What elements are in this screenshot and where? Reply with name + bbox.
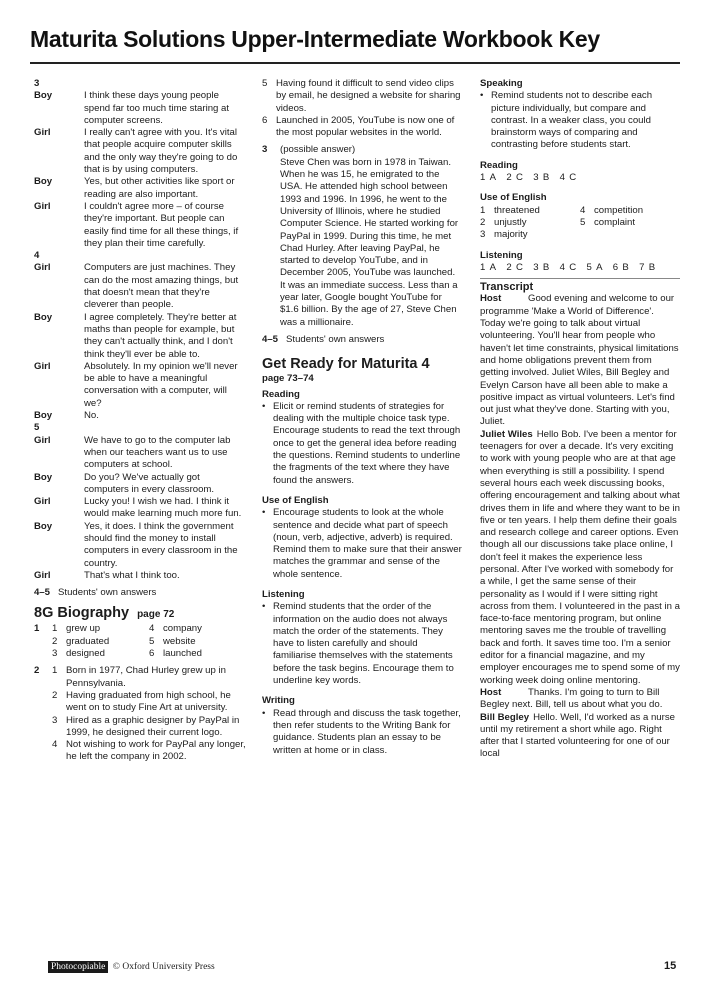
column-3: Speaking • Remind students not to describe each picture individually, but compare and contrast. In a weaker class, you could brainstorm ways of comparing and contrasting before students start. Reading 1 A 2 C 3 B 4 C Use of English 1 threatened 4 competition 2 unjustly 5 complaint 3 majority Listening 1 A 2 C 3 B 4 C 5 A 6 B 7 B Transcript Host Good evening and welcome to our programme 'Make a World of Difference'. Today we're going to talk about virtual volunteering. You'll hear from people who haven't let time constraints, physical limitations and home obligations prevent them from getting involved. Juliet Wiles, Bill Begley and Evelyn Carson have all been able to make a positive impact as virtual volunteers. Let's find out just what they've done. Starting with you, Juliet. Juliet Wiles Hello Bob. I've been a mentor for teenagers for over a decade. It's very exciting to work with young people who are at that age when everything is still a possibility. I spend several hours each week discussing books, offering encouragement and talking about what drives them in life and where they want to be in five or ten years. I help them define their goals and research college and career options. Even though all our discussions take place online, I don't feel it makes the experience less personal. After I've worked with somebody for a while, I get the same sense of their personality as I would if I were sitting right across from them. I volunteered in the past in a face-to-face mentoring program, but online mentoring saves me the trouble of travelling back and forth. It saves time too. I'm a senior editor for a financial magazine, and my employer encourages me to spend some of my working week doing online mentoring. Host Thanks. I'm going to turn to Bill Begley next. Bill, tell us about what you do. Bill Begley Hello. Well, I'd worked as a nurse until my retirement a short while ago. Right after that I started volunteering for one of our local [480,78,680,760]
answer-text [594,229,680,241]
item-number: 4 [149,623,155,635]
numbered-item [52,739,246,764]
answer-letter: A [596,261,603,273]
page-title: Maturita Solutions Upper-Intermediate Workbook Key [30,26,600,52]
dialogue-text: I think these days young people spend far too much time staring at computer screens. [84,90,230,126]
transcript [480,293,680,760]
answer-letter: C [515,261,524,273]
answer-text: unjustly [494,216,527,228]
speaker-label: Boy [34,471,53,483]
use-of-english-note: Encourage students to look at the whole sentence and decide what part of speech (noun, verb, adjective, adverb) is required. Remind them to make sure that their answer matches the grammar and sense of the whole sentence. [273,507,462,580]
item-number: 7 [639,261,645,273]
answer-text: majority [494,229,528,241]
item-number: 1 [480,172,486,184]
subheading-reading: Reading [262,388,300,400]
item-number: 2 [506,172,512,184]
item-number: 2 [506,261,512,273]
reading-answers [480,172,680,184]
exercise-1: 1 1 grew up 4 company 2 graduated 5 website 3 designed 6 launched [34,623,246,660]
item-number: 2 [52,689,58,701]
speaker-label: Girl [34,127,51,139]
item-number: 6 [149,648,155,660]
subheading-use-of-english: Use of English [480,192,547,204]
item-number: 2 [480,216,486,228]
speaker-label: Girl [34,262,51,274]
dialogue-4 [34,262,246,422]
answer-row [480,205,680,217]
speaker-label: Bill Begley [480,711,530,723]
dialogue-text: Computers are just machines. They can do the most amazing things, but that doesn't mean that they're cleverer than people. [84,262,239,311]
answer-letter: C [569,261,577,273]
dialogue-5 [34,435,246,583]
dialogue-line [34,410,246,422]
subheading-writing: Writing [262,695,295,707]
item-text: Launched in 2005, YouTube is now one of the most popular websites in the world. [276,114,455,139]
transcript-heading: Transcript [480,278,680,293]
speaker-label: Girl [34,496,51,508]
dialogue-line [34,472,246,497]
item-number: 5 [586,261,593,273]
numbered-item [262,78,462,115]
transcript-text: Thanks. I'm going to turn to Bill Begley next. Bill, tell us about what you do. [480,686,663,711]
subheading-reading: Reading [480,159,518,171]
transcript-paragraph [480,712,680,761]
dialogue-text: I agree completely. They're better at maths than people for example, but they can't actually think, and I don't think they'll ever be able to. [84,311,237,360]
dialogue-text: I really can't agree with you. It's vital that people acquire computer skills and the only way they're going to do that is by using computers. [84,127,238,176]
speaker-label: Girl [34,434,51,446]
exercise-number: 5 [34,422,40,434]
dialogue-line [34,90,246,127]
speaker-label: Boy [34,410,53,422]
photocopiable-label: Photocopiable [48,961,108,973]
answer-letter: A [489,261,497,273]
speaker-label: Host [480,686,502,698]
dialogue-line [34,201,246,250]
item-number: 5 [149,635,155,647]
answer-text: competition [594,204,644,216]
use-of-english-answers [480,205,680,242]
reading-note: Elicit or remind students of strategies for dealing with the multiple choice task type. Encourage students to read the text through once to get the general idea before reading the questions. Remind students to underline the fragments of the text where they have found the answers. [273,400,461,486]
answer-row [480,229,680,241]
speaking-note: Remind students not to describe each picture individually, but compare and contrast. In a weaker class, you could brainstorm ways of comparing and contrasting before students start. [491,90,653,151]
subheading-speaking: Speaking [480,78,523,89]
numbered-item [262,115,462,140]
dialogue-line [34,496,246,521]
item-number: 3 [533,261,539,273]
answer-text: graduated [66,635,110,647]
exercise-2: 2 1 Born in 1977, Chad Hurley grew up in Pennsylvania. 2 Having graduated from high school, he went on to study Fine Art at university. 3 Hired as a graphic designer by PayPal in 1999, he designed their current logo. 4 Not wishing to work for PayPal any longer, he left the company in 2002. [34,665,246,763]
item-number: 1 [480,261,486,273]
speaker-label: Host [480,293,502,305]
exercise-number: 3 [34,78,40,89]
own-answers: 4–5 Students' own answers [262,333,385,345]
item-text: Having found it difficult to send video clips by email, he designed a website for sharing videos. [276,78,461,114]
answer-text: complaint [594,216,636,228]
listening-answers [480,262,680,274]
transcript-paragraph [480,293,680,428]
speaker-label: Boy [34,311,53,323]
numbered-item [52,690,246,715]
page-number: 15 [664,960,677,972]
answer-letter: C [515,172,524,184]
answer-text: website [163,635,196,647]
answer-letter: C [569,172,577,184]
dialogue-text: That's what I think too. [84,569,180,581]
dialogue-line [34,361,246,410]
item-number: 4 [559,261,566,273]
dialogue-line [34,521,246,570]
speaker-label: Boy [34,176,53,188]
answer-row [480,217,680,229]
numbered-item [52,715,246,740]
title-rule [30,62,680,64]
section-heading-biography: 8G Biography page 72 [34,605,175,622]
answer-row [52,623,246,635]
answer-letter: B [648,261,656,273]
item-text: Hired as a graphic designer by PayPal in 1999, he designed their current logo. [66,714,240,738]
item-number: 5 [580,216,586,228]
answer-letter: B [622,261,630,273]
transcript-text: Hello Bob. I've been a mentor for teenagers for over a decade. It's very exciting to work with young people who are at that age when everything is still a possibility. I spend several hours each week discussing books, offering encouragement and talking about what drives them in life and where they want to be in five or ten years. I help them define their goals and research college and career options. Even though all our discussions take place online, I don't feel it makes the experience less personal. After I've worked with somebody for a while, I get the same sense of their personality as I would if I were sitting right across from them. I volunteered in the past in a face-to-face mentoring program, but online mentoring saves me the trouble of travelling back and forth. It saves time too. I'm a senior editor for a financial magazine, and my employer encourages me to spend some of my working week doing online mentoring. [480,428,680,686]
answer-letter: A [489,172,497,184]
item-number: 3 [533,172,539,184]
item-number: 4 [52,739,58,751]
dialogue-line [34,127,246,176]
exercise-3: 3 (possible answer) Steve Chen was born in 1978 in Taiwan. When he was 15, he emigrated to the USA. He attended high school between 1993 and 1996. In 1996, he went to the University of Illinois, where he studied Computer Science. He started working for PayPal in 1999. During this time, he met Chad Hurley. After leaving PayPal, he started to develop YouTube, and in December 2005, YouTube was launched. It was an immediate success. Less than a year later, Google bought YouTube for $1.6 billion. By the age of 27, Steve Chen was a millionaire. [262,144,459,328]
speaker-label: Girl [34,200,51,212]
dialogue-text: I couldn't agree more – of course they're important. But people can easily find time for all these things, if they plan their time carefully. [84,200,239,249]
column-1 [34,78,246,764]
dialogue-3 [34,90,246,250]
speaker-label: Girl [34,569,51,581]
item-number: 6 [262,114,268,126]
item-number: 4 [559,172,566,184]
item-number: 3 [52,648,58,660]
own-answers: 4–5 Students' own answers [34,587,157,599]
item-number: 1 [52,665,58,677]
column-2: 5 Having found it difficult to send video clips by email, he designed a website for sharing videos. 6 Launched in 2005, YouTube is now one of the most popular websites in the world. 3 (possible answer) Steve Chen was born in 1978 in Taiwan. When he was 15, he emigrated to the USA. He attended high school between 1993 and 1996. In 1996, he went to the University of Illinois, where he studied Computer Science. He started working for PayPal in 1999. During this time, he met Chad Hurley. After leaving PayPal, he started to develop YouTube, and in December 2005, YouTube was launched. It was an immediate success. Less than a year later, Google bought YouTube for $1.6 billion. By the age of 27, Steve Chen was a millionaire. 4–5 Students' own answers Get Ready for Maturita 4 page 73–74 Reading • Elicit or remind students of strategies for dealing with the multiple choice task type. Encourage students to read the text through once to get the general idea before reading the questions. Remind students to underline the fragments of the text where they have found the answers. Use of English • Encourage students to look at the whole sentence and decide what part of speech (noun, verb, adjective, adverb) is required. Remind them to make sure that their answer matches the grammar and sense of the whole sentence. Listening • Remind students that the order of the information on the audio does not always match the order of the statements. They have to listen carefully and should familiarise themselves with the statements before the task begins. Encourage them to underline key words. Writing • Read through and discuss the task together, then refer students to the Writing Bank for guidance. Students plan an essay to be written at home or in class. [262,78,462,756]
answer-row [52,636,246,648]
subheading-listening: Listening [262,588,305,600]
item-number: 5 [262,78,268,89]
answer-line [480,172,680,184]
answer-line [480,262,680,274]
answer-text: launched [163,648,202,660]
transcript-paragraph [480,429,680,687]
item-number: 1 [52,623,58,635]
item-number: 3 [480,229,486,241]
dialogue-text: Yes, it does. I think the government should find the money to install computers in every classroom in the country. [84,520,238,569]
speaker-label: Boy [34,520,53,532]
item-number: 3 [52,714,58,726]
transcript-paragraph [480,687,680,712]
answer-letter: B [542,172,550,184]
speaker-label: Juliet Wiles [480,428,533,440]
item-number: 4 [580,204,586,216]
item-text: Born in 1977, Chad Hurley grew up in Pennsylvania. [66,665,226,689]
item-number [580,229,594,241]
subheading-use-of-english: Use of English [262,494,329,506]
answer-text: company [163,623,202,635]
answer-text: threatened [494,204,540,216]
answer-text: designed [66,648,105,660]
item-text: Having graduated from high school, he went on to study Fine Art at university. [66,689,231,714]
transcript-text: Good evening and welcome to our programme 'Make a World of Difference'. Today we're going to talk about virtual volunteering. You'll hear from people who haven't let time constraints, physical limitations and home obligations prevent them from getting involved. Juliet Wiles, Bill Begley and Evelyn Carson have all been able to make a positive impact as virtual volunteers. Let's find out just what they've done. Starting with you, Juliet. [480,293,679,428]
transcript-text: Hello. Well, I'd worked as a nurse until my retirement a short while ago. Right after that I started volunteering for one of our local [480,711,675,760]
subheading-listening: Listening [480,249,523,261]
item-number: 6 [612,261,619,273]
dialogue-text: Absolutely. In my opinion we'll never be able to have a meaningful conversation with a computer, will we? [84,360,238,409]
numbered-item [52,665,246,690]
page-reference: page 73–74 [262,373,314,385]
section-heading-get-ready: Get Ready for Maturita 4 [262,356,430,373]
dialogue-line [34,570,246,582]
item-number: 2 [52,635,58,647]
answer-row [52,648,246,660]
dialogue-text: No. [84,410,99,422]
dialogue-line [34,176,246,201]
dialogue-text: Do you? We've actually got computers in every classroom. [84,471,215,495]
dialogue-text: We have to go to the computer lab when our teachers want us to use computers at school. [84,434,231,471]
listening-note: Remind students that the order of the information on the audio does not always match the order of the statements. They have to listen carefully and should familiarise themselves with the statements before the task begins. Encourage them to underline key words. [273,601,454,687]
dialogue-line [34,262,246,311]
answer-text: grew up [66,623,101,635]
dialogue-line [34,435,246,472]
dialogue-text: Lucky you! I wish we had. I think it would make learning much more fun. [84,496,242,520]
dialogue-text: Yes, but other activities like sport or reading are also important. [84,176,235,200]
item-number: 1 [480,204,486,216]
item-text: Not wishing to work for PayPal any longer, he left the company in 2002. [66,739,246,763]
speaker-label: Boy [34,90,53,102]
exercise-number: 4 [34,250,40,262]
writing-note: Read through and discuss the task together, then refer students to the Writing Bank for guidance. Students plan an essay to be written at home or in class. [273,707,461,756]
dialogue-line [34,312,246,361]
speaker-label: Girl [34,360,51,372]
footer-copyright: Photocopiable © Oxford University Press [48,962,215,972]
exercise-2-continued [262,78,462,139]
answer-letter: B [542,261,550,273]
